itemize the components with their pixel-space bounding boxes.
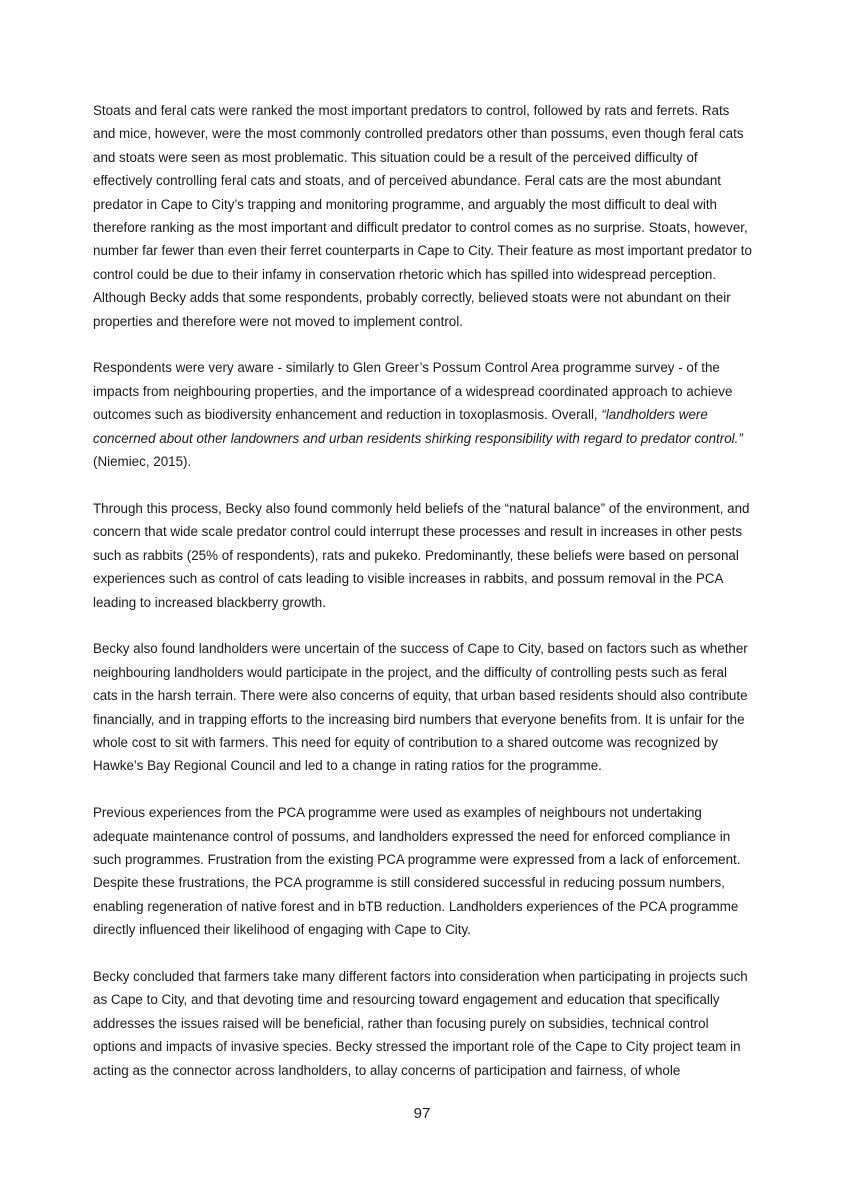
citation-niemiec: (Niemiec, 2015). — [93, 454, 192, 470]
paragraph-pca-experiences: Previous experiences from the PCA programme were used as examples of neighbours not undertaking adequate maintenance control of possums, and landholders expressed the need for enforced compliance in such programmes. Frustration from the existing PCA programme were expressed from a lack of enforcement. Despite these frustrations, the PCA programme is still considered successful in reducing possum numbers, enabling regeneration of native forest and in bTB reduction. Landholders experiences of the PCA programme directly influenced their likelihood of engaging with Cape to City. — [93, 805, 741, 938]
paragraph-natural-balance: Through this process, Becky also found commonly held beliefs of the “natural balance” of the environment, and concern that wide scale predator control could interrupt these processes and result in increases in other pests such as rabbits (25% of respondents), rats and pukeko. Predominantly, these beliefs were based on personal experiences such as control of cats leading to visible increases in rabbits, and possum removal in the PCA leading to increased blackberry growth. — [93, 500, 750, 610]
paragraph-neighbouring-impacts — [93, 356, 753, 473]
paragraph-conclusion: Becky concluded that farmers take many different factors into consideration when participating in projects such as Cape to City, and that devoting time and resourcing toward engagement and education that specifically addresses the issues raised will be beneficial, rather than focusing purely on subsidies, technical control options and impacts of invasive species. Becky stressed the important role of the Cape to City project team in acting as the connector across landholders, to allay concerns of participation and fairness, of whole — [93, 968, 748, 1078]
quote-niemiec: “landholders were concerned about other landowners and urban residents shirking responsibility with regard to predator control.” — [93, 407, 743, 446]
paragraph-predator-rankings: Stoats and feral cats were ranked the most important predators to control, followed by rats and ferrets. Rats and mice, however, were the most commonly controlled predators other than possums, even though feral cats and stoats were seen as most problematic. This situation could be a result of the perceived difficulty of effectively controlling feral cats and stoats, and of perceived abundance. Feral cats are the most abundant predator in Cape to City’s trapping and monitoring programme, and arguably the most difficult to deal with therefore ranking as the most important and difficult predator to control comes as no surprise. Stoats, however, number far fewer than even their ferret counterparts in Cape to City. Their feature as most important predator to control could be due to their infamy in conservation rhetoric which has spilled into widespread perception. Although Becky adds that some respondents, probably correctly, believed stoats were not abundant on their properties and therefore were not moved to implement control. — [93, 103, 752, 329]
paragraph-text-before-quote: Respondents were very aware - similarly to Glen Greer’s Possum Control Area programme survey - of the impacts from neighbouring properties, and the importance of a widespread coordinated approach to achieve outcomes such as biodiversity enhancement and reduction in toxoplasmosis. Overall, — [93, 360, 733, 423]
page-number: 97 — [413, 1105, 431, 1122]
document-body — [93, 99, 753, 1105]
paragraph-uncertainty-equity: Becky also found landholders were uncertain of the success of Cape to City, based on factors such as whether neighbouring landholders would participate in the project, and the difficulty of controlling pests such as feral cats in the harsh terrain. There were also concerns of equity, that urban based residents should also contribute financially, and in trapping efforts to the increasing bird numbers that everyone benefits from. It is unfair for the whole cost to sit with farmers. This need for equity of contribution to a shared outcome was recognized by Hawke’s Bay Regional Council and led to a change in rating ratios for the programme. — [93, 641, 748, 774]
